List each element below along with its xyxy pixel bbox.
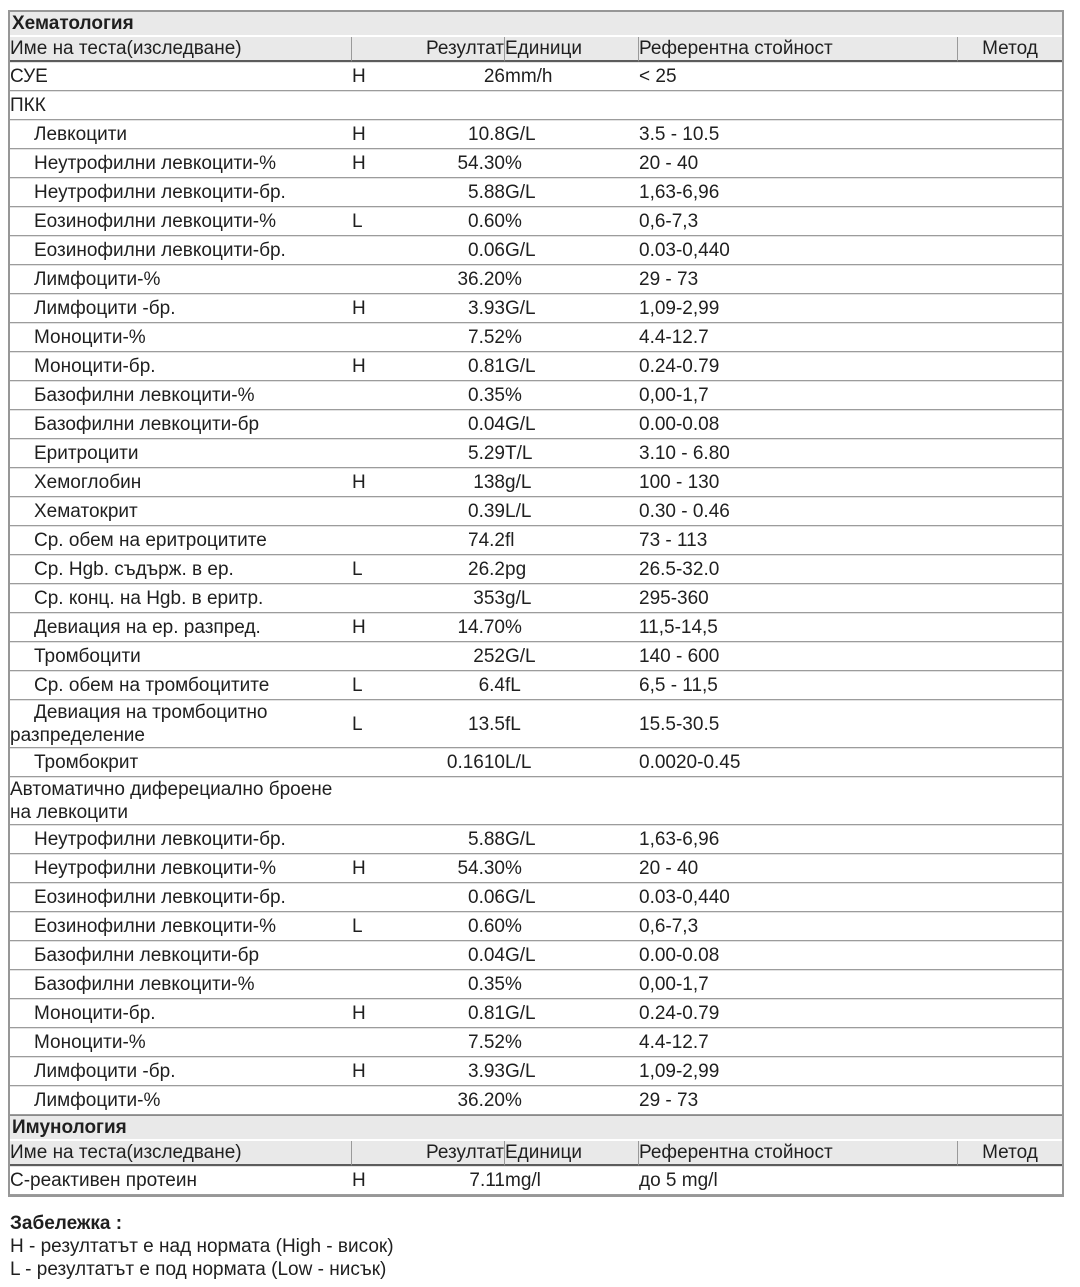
table-row <box>10 120 1062 149</box>
test-name-cell: Неутрофилни левкоцити-бр. <box>10 178 352 207</box>
table-row <box>10 941 1062 970</box>
flag-cell <box>352 265 374 294</box>
test-name-cell: Неутрофилни левкоцити-бр. <box>10 825 352 854</box>
method-cell <box>958 497 1062 526</box>
reference-cell: 15.5-30.5 <box>639 700 958 748</box>
method-cell <box>958 883 1062 912</box>
result-cell: 7.52 <box>374 323 505 352</box>
table-row <box>10 555 1062 584</box>
test-name-cell: Еритроцити <box>10 439 352 468</box>
units-cell: G/L <box>505 883 639 912</box>
flag-cell <box>352 941 374 970</box>
section-band-row <box>10 1115 1062 1141</box>
flag-cell <box>352 236 374 265</box>
test-name-cell: Еозинофилни левкоцити-% <box>10 912 352 941</box>
units-cell: mm/h <box>505 62 639 91</box>
reference-cell: 1,63-6,96 <box>639 825 958 854</box>
test-name-cell: Моноцити-% <box>10 1028 352 1057</box>
note-line: H - резултатът е над нормата (High - висок) <box>10 1236 394 1257</box>
units-cell <box>505 91 639 120</box>
result-cell: 0.1610 <box>374 748 505 777</box>
flag-cell: H <box>352 352 374 381</box>
reference-cell: 100 - 130 <box>639 468 958 497</box>
table-row <box>10 236 1062 265</box>
table-row <box>10 584 1062 613</box>
reference-cell: 0.24-0.79 <box>639 999 958 1028</box>
method-cell <box>958 62 1062 91</box>
test-name-cell: Автоматично диферециално броене на левкоцити <box>10 777 352 825</box>
units-cell: g/L <box>505 468 639 497</box>
group-row <box>10 91 1062 120</box>
reference-cell: 20 - 40 <box>639 149 958 178</box>
test-name-cell: Базофилни левкоцити-бр <box>10 941 352 970</box>
lab-results-table <box>10 12 1062 1195</box>
flag-cell: H <box>352 1057 374 1086</box>
flag-cell <box>352 439 374 468</box>
method-cell <box>958 777 1062 825</box>
result-cell: 5.29 <box>374 439 505 468</box>
units-cell: % <box>505 970 639 999</box>
flag-cell: L <box>352 912 374 941</box>
reference-cell: 140 - 600 <box>639 642 958 671</box>
reference-cell: 73 - 113 <box>639 526 958 555</box>
method-cell <box>958 999 1062 1028</box>
result-cell <box>374 91 505 120</box>
test-name-cell: Еозинофилни левкоцити-бр. <box>10 236 352 265</box>
reference-cell: 0,00-1,7 <box>639 381 958 410</box>
test-name-cell: Базофилни левкоцити-% <box>10 381 352 410</box>
units-cell: % <box>505 323 639 352</box>
table-row <box>10 526 1062 555</box>
units-cell: % <box>505 854 639 883</box>
flag-cell: H <box>352 294 374 323</box>
table-row <box>10 613 1062 642</box>
table-row <box>10 748 1062 777</box>
method-cell <box>958 912 1062 941</box>
column-header-units: Единици <box>505 37 639 62</box>
table-row <box>10 381 1062 410</box>
test-name-cell: ПКК <box>10 91 352 120</box>
table-row <box>10 825 1062 854</box>
lab-results-tbody <box>10 12 1062 1195</box>
table-row <box>10 1057 1062 1086</box>
flag-cell <box>352 1086 374 1115</box>
result-cell: 6.4 <box>374 671 505 700</box>
method-cell <box>958 236 1062 265</box>
units-cell: % <box>505 265 639 294</box>
table-row <box>10 970 1062 999</box>
column-header-name: Име на теста(изследване) <box>10 37 352 62</box>
reference-cell: 0.24-0.79 <box>639 352 958 381</box>
column-header-name: Име на теста(изследване) <box>10 1141 352 1166</box>
reference-cell: 0,6-7,3 <box>639 207 958 236</box>
units-cell: G/L <box>505 941 639 970</box>
units-cell: % <box>505 207 639 236</box>
column-header-result: Резултат <box>352 37 505 62</box>
test-name-cell: Ср. Hgb. съдърж. в ер. <box>10 555 352 584</box>
reference-cell: 0,6-7,3 <box>639 912 958 941</box>
reference-cell: 0.03-0,440 <box>639 236 958 265</box>
method-cell <box>958 323 1062 352</box>
test-name-cell: Базофилни левкоцити-% <box>10 970 352 999</box>
table-row <box>10 912 1062 941</box>
test-name-cell: Ср. конц. на Hgb. в еритр. <box>10 584 352 613</box>
test-name-cell: Базофилни левкоцити-бр <box>10 410 352 439</box>
method-cell <box>958 207 1062 236</box>
table-row <box>10 410 1062 439</box>
result-cell: 0.06 <box>374 883 505 912</box>
reference-cell: 26.5-32.0 <box>639 555 958 584</box>
test-name-cell: Еозинофилни левкоцити-% <box>10 207 352 236</box>
result-cell: 0.35 <box>374 381 505 410</box>
test-name-cell: Ср. обем на еритроцитите <box>10 526 352 555</box>
units-cell: G/L <box>505 642 639 671</box>
table-row <box>10 265 1062 294</box>
column-header-units: Единици <box>505 1141 639 1166</box>
table-row <box>10 62 1062 91</box>
units-cell: pg <box>505 555 639 584</box>
note-line: L - резултатът е под нормата (Low - нисък) <box>10 1259 387 1280</box>
table-row <box>10 323 1062 352</box>
units-cell: L/L <box>505 748 639 777</box>
units-cell: G/L <box>505 294 639 323</box>
table-row <box>10 671 1062 700</box>
test-name-cell: Лимфоцити -бр. <box>10 1057 352 1086</box>
test-name-cell: Неутрофилни левкоцити-% <box>10 854 352 883</box>
method-cell <box>958 1086 1062 1115</box>
result-cell: 3.93 <box>374 1057 505 1086</box>
units-cell: G/L <box>505 999 639 1028</box>
column-header-method: Метод <box>958 1141 1062 1166</box>
reference-cell <box>639 91 958 120</box>
reference-cell: 3.10 - 6.80 <box>639 439 958 468</box>
method-cell <box>958 584 1062 613</box>
result-cell: 0.39 <box>374 497 505 526</box>
result-cell: 252 <box>374 642 505 671</box>
result-cell: 36.20 <box>374 265 505 294</box>
units-cell: G/L <box>505 1057 639 1086</box>
test-name-cell: Лимфоцити-% <box>10 265 352 294</box>
test-name-cell: С-реактивен протеин <box>10 1166 352 1195</box>
method-cell <box>958 700 1062 748</box>
result-cell: 353 <box>374 584 505 613</box>
units-cell: g/L <box>505 584 639 613</box>
test-name-cell: Девиация на тромбоцитно разпределение <box>10 700 352 748</box>
reference-cell: 29 - 73 <box>639 265 958 294</box>
result-cell: 0.35 <box>374 970 505 999</box>
column-header-row <box>10 37 1062 62</box>
flag-cell: H <box>352 1166 374 1195</box>
units-cell: G/L <box>505 120 639 149</box>
units-cell: % <box>505 1086 639 1115</box>
units-cell: G/L <box>505 236 639 265</box>
flag-cell <box>352 410 374 439</box>
method-cell <box>958 970 1062 999</box>
units-cell: fL <box>505 700 639 748</box>
test-name-cell: Тромбокрит <box>10 748 352 777</box>
test-name-cell: Левкоцити <box>10 120 352 149</box>
units-cell: T/L <box>505 439 639 468</box>
result-cell: 10.8 <box>374 120 505 149</box>
reference-cell: 20 - 40 <box>639 854 958 883</box>
reference-cell: 0.03-0,440 <box>639 883 958 912</box>
flag-cell: L <box>352 700 374 748</box>
test-name-cell: Лимфоцити-% <box>10 1086 352 1115</box>
result-cell: 13.5 <box>374 700 505 748</box>
test-name-cell: Еозинофилни левкоцити-бр. <box>10 883 352 912</box>
reference-cell: 4.4-12.7 <box>639 323 958 352</box>
method-cell <box>958 555 1062 584</box>
table-row <box>10 1166 1062 1195</box>
method-cell <box>958 1166 1062 1195</box>
result-cell: 26 <box>374 62 505 91</box>
flag-cell <box>352 1028 374 1057</box>
method-cell <box>958 294 1062 323</box>
table-row <box>10 883 1062 912</box>
column-header-reference: Референтна стойност <box>639 1141 958 1166</box>
flag-cell: H <box>352 999 374 1028</box>
flag-cell <box>352 497 374 526</box>
reference-cell: до 5 mg/l <box>639 1166 958 1195</box>
method-cell <box>958 439 1062 468</box>
units-cell: G/L <box>505 410 639 439</box>
result-cell: 0.60 <box>374 912 505 941</box>
table-row <box>10 700 1062 748</box>
test-name-cell: Моноцити-бр. <box>10 352 352 381</box>
reference-cell: 1,09-2,99 <box>639 1057 958 1086</box>
method-cell <box>958 178 1062 207</box>
reference-cell: 1,09-2,99 <box>639 294 958 323</box>
flag-cell <box>352 323 374 352</box>
test-name-cell: Лимфоцити -бр. <box>10 294 352 323</box>
result-cell: 54.30 <box>374 149 505 178</box>
units-cell: fl <box>505 526 639 555</box>
result-cell: 36.20 <box>374 1086 505 1115</box>
flag-cell: H <box>352 120 374 149</box>
result-cell: 14.70 <box>374 613 505 642</box>
reference-cell: 3.5 - 10.5 <box>639 120 958 149</box>
table-row <box>10 178 1062 207</box>
test-name-cell: Моноцити-% <box>10 323 352 352</box>
note-title: Забележка : <box>10 1213 123 1234</box>
units-cell: % <box>505 613 639 642</box>
reference-cell: 0,00-1,7 <box>639 970 958 999</box>
test-name-cell: СУЕ <box>10 62 352 91</box>
flag-cell: H <box>352 854 374 883</box>
table-row <box>10 468 1062 497</box>
method-cell <box>958 526 1062 555</box>
units-cell: G/L <box>505 825 639 854</box>
flag-cell <box>352 642 374 671</box>
column-header-row <box>10 1141 1062 1166</box>
method-cell <box>958 352 1062 381</box>
test-name-cell: Неутрофилни левкоцити-% <box>10 149 352 178</box>
flag-cell <box>352 584 374 613</box>
units-cell: % <box>505 149 639 178</box>
result-cell: 138 <box>374 468 505 497</box>
table-row <box>10 352 1062 381</box>
flag-cell <box>352 178 374 207</box>
reference-cell: < 25 <box>639 62 958 91</box>
table-row <box>10 207 1062 236</box>
flag-cell <box>352 91 374 120</box>
test-name-cell: Девиация на ер. разпред. <box>10 613 352 642</box>
reference-cell: 295-360 <box>639 584 958 613</box>
method-cell <box>958 1057 1062 1086</box>
method-cell <box>958 120 1062 149</box>
result-cell: 0.04 <box>374 410 505 439</box>
units-cell: % <box>505 912 639 941</box>
method-cell <box>958 854 1062 883</box>
result-cell: 26.2 <box>374 555 505 584</box>
table-row <box>10 149 1062 178</box>
units-cell: % <box>505 381 639 410</box>
flag-cell: H <box>352 468 374 497</box>
table-row <box>10 1086 1062 1115</box>
table-row <box>10 999 1062 1028</box>
note <box>10 1212 394 1281</box>
reference-cell: 0.00-0.08 <box>639 941 958 970</box>
method-cell <box>958 410 1062 439</box>
table-row <box>10 497 1062 526</box>
result-cell: 0.60 <box>374 207 505 236</box>
result-cell: 0.06 <box>374 236 505 265</box>
test-name-cell: Хемоглобин <box>10 468 352 497</box>
table-row <box>10 294 1062 323</box>
units-cell: L/L <box>505 497 639 526</box>
reference-cell: 1,63-6,96 <box>639 178 958 207</box>
method-cell <box>958 748 1062 777</box>
units-cell: G/L <box>505 178 639 207</box>
method-cell <box>958 642 1062 671</box>
reference-cell: 0.00-0.08 <box>639 410 958 439</box>
units-cell: fL <box>505 671 639 700</box>
table-row <box>10 439 1062 468</box>
units-cell: mg/l <box>505 1166 639 1195</box>
units-cell: % <box>505 1028 639 1057</box>
group-row <box>10 777 1062 825</box>
result-cell: 7.52 <box>374 1028 505 1057</box>
reference-cell: 0.30 - 0.46 <box>639 497 958 526</box>
reference-cell: 4.4-12.7 <box>639 1028 958 1057</box>
flag-cell <box>352 825 374 854</box>
lab-report-table-wrap <box>8 10 1064 1197</box>
reference-cell: 29 - 73 <box>639 1086 958 1115</box>
test-name-cell: Тромбоцити <box>10 642 352 671</box>
test-name-cell: Моноцити-бр. <box>10 999 352 1028</box>
result-cell: 54.30 <box>374 854 505 883</box>
method-cell <box>958 613 1062 642</box>
test-name-cell: Хематокрит <box>10 497 352 526</box>
result-cell: 74.2 <box>374 526 505 555</box>
test-name-cell: Ср. обем на тромбоцитите <box>10 671 352 700</box>
method-cell <box>958 671 1062 700</box>
flag-cell <box>352 777 374 825</box>
units-cell: G/L <box>505 352 639 381</box>
flag-cell: H <box>352 149 374 178</box>
flag-cell: L <box>352 555 374 584</box>
method-cell <box>958 381 1062 410</box>
flag-cell <box>352 883 374 912</box>
reference-cell <box>639 777 958 825</box>
method-cell <box>958 91 1062 120</box>
flag-cell: L <box>352 671 374 700</box>
flag-cell <box>352 381 374 410</box>
result-cell: 0.81 <box>374 352 505 381</box>
result-cell: 3.93 <box>374 294 505 323</box>
section-title: Имунология <box>10 1115 1062 1141</box>
method-cell <box>958 468 1062 497</box>
reference-cell: 6,5 - 11,5 <box>639 671 958 700</box>
flag-cell: H <box>352 613 374 642</box>
table-row <box>10 1028 1062 1057</box>
flag-cell <box>352 526 374 555</box>
section-title: Хематология <box>10 12 1062 37</box>
table-row <box>10 854 1062 883</box>
method-cell <box>958 1028 1062 1057</box>
flag-cell: H <box>352 62 374 91</box>
table-row <box>10 642 1062 671</box>
column-header-reference: Референтна стойност <box>639 37 958 62</box>
result-cell <box>374 777 505 825</box>
result-cell: 5.88 <box>374 825 505 854</box>
section-band-row <box>10 12 1062 37</box>
flag-cell <box>352 748 374 777</box>
flag-cell <box>352 970 374 999</box>
result-cell: 7.11 <box>374 1166 505 1195</box>
reference-cell: 11,5-14,5 <box>639 613 958 642</box>
units-cell <box>505 777 639 825</box>
result-cell: 0.81 <box>374 999 505 1028</box>
reference-cell: 0.0020-0.45 <box>639 748 958 777</box>
flag-cell: L <box>352 207 374 236</box>
column-header-method: Метод <box>958 37 1062 62</box>
column-header-result: Резултат <box>352 1141 505 1166</box>
method-cell <box>958 825 1062 854</box>
method-cell <box>958 941 1062 970</box>
method-cell <box>958 149 1062 178</box>
result-cell: 5.88 <box>374 178 505 207</box>
method-cell <box>958 265 1062 294</box>
result-cell: 0.04 <box>374 941 505 970</box>
